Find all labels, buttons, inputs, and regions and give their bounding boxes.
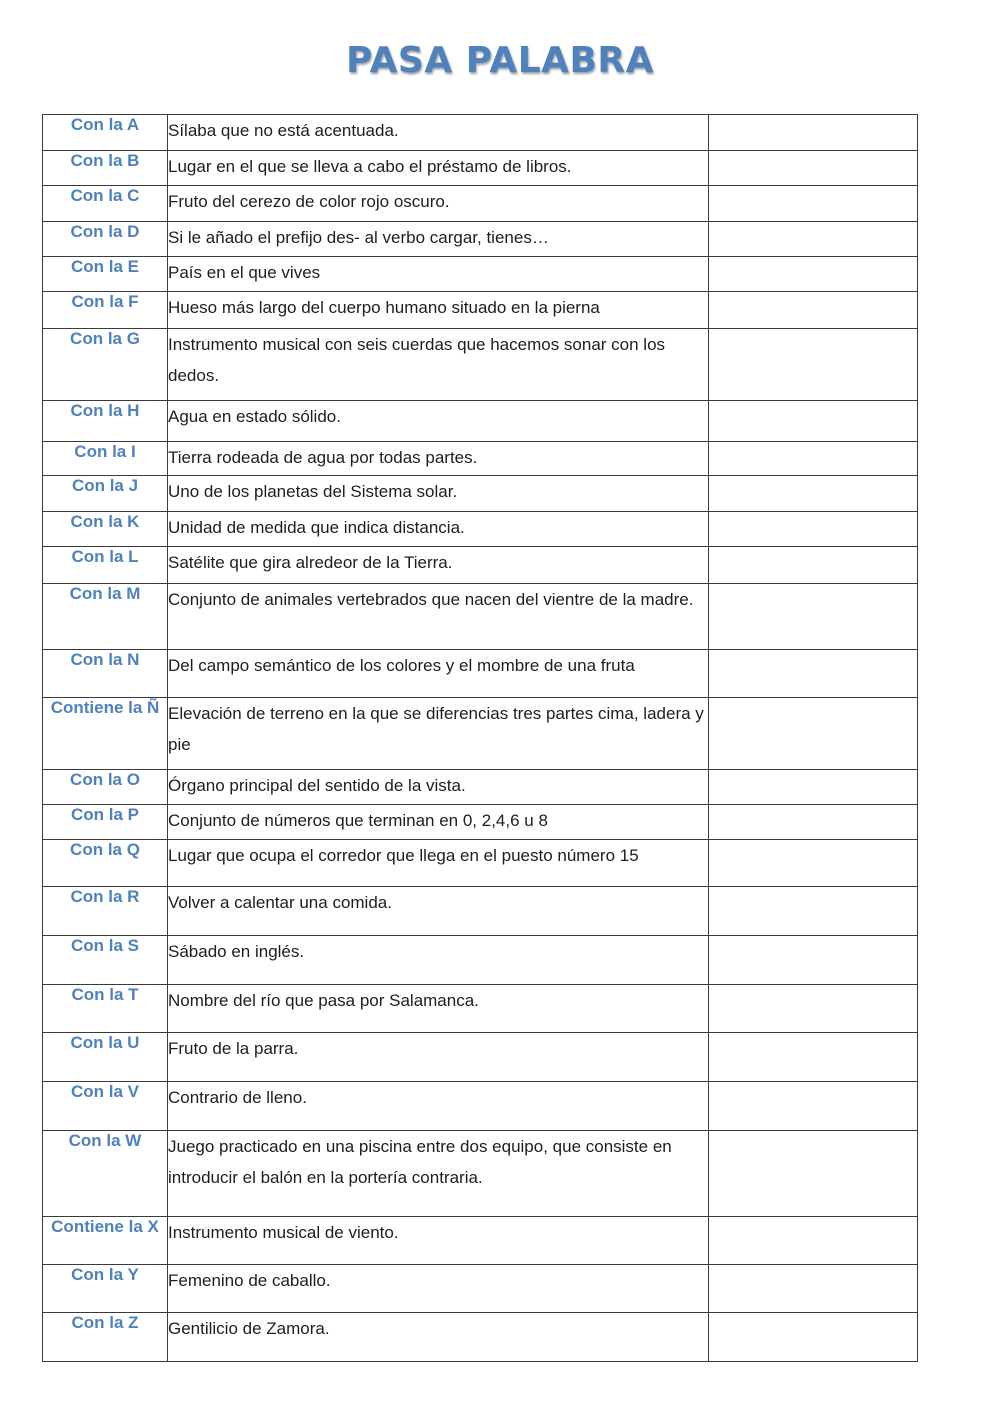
table-row (43, 442, 918, 476)
clue-cell: Uno de los planetas del Sistema solar. (168, 476, 709, 512)
answer-cell[interactable] (709, 1082, 918, 1131)
letter-cell: Con la O (43, 770, 168, 805)
table-row (43, 1082, 918, 1131)
table-row (43, 985, 918, 1033)
answer-cell[interactable] (709, 1265, 918, 1313)
letter-cell: Con la V (43, 1082, 168, 1131)
answer-cell[interactable] (709, 292, 918, 329)
table-row (43, 257, 918, 292)
table-row (43, 547, 918, 584)
letter-cell: Contiene la X (43, 1217, 168, 1265)
table-row (43, 770, 918, 805)
clue-cell: Lugar en el que se lleva a cabo el préstamo de libros. (168, 151, 709, 186)
answer-cell[interactable] (709, 512, 918, 547)
letter-cell: Contiene la Ñ (43, 698, 168, 770)
letter-cell: Con la J (43, 476, 168, 512)
table-row (43, 840, 918, 887)
table-row (43, 512, 918, 547)
table-row (43, 1033, 918, 1082)
letter-cell: Con la W (43, 1131, 168, 1217)
table-row (43, 698, 918, 770)
table-row (43, 936, 918, 985)
answer-cell[interactable] (709, 257, 918, 292)
answer-cell[interactable] (709, 547, 918, 584)
quiz-table (42, 114, 918, 1362)
clue-cell: Tierra rodeada de agua por todas partes. (168, 442, 709, 476)
letter-cell: Con la Z (43, 1313, 168, 1362)
answer-cell[interactable] (709, 698, 918, 770)
table-row (43, 292, 918, 329)
table-row (43, 329, 918, 401)
letter-cell: Con la A (43, 115, 168, 151)
table-row (43, 1217, 918, 1265)
clue-cell: Contrario de lleno. (168, 1082, 709, 1131)
letter-cell: Con la S (43, 936, 168, 985)
table-row (43, 476, 918, 512)
clue-cell: Sábado en inglés. (168, 936, 709, 985)
letter-cell: Con la C (43, 186, 168, 222)
page-title: PASA PALABRA (345, 40, 655, 81)
letter-cell: Con la Y (43, 1265, 168, 1313)
table-row (43, 650, 918, 698)
answer-cell[interactable] (709, 151, 918, 186)
clue-cell: Nombre del río que pasa por Salamanca. (168, 985, 709, 1033)
answer-cell[interactable] (709, 985, 918, 1033)
letter-cell: Con la F (43, 292, 168, 329)
clue-cell: Sílaba que no está acentuada. (168, 115, 709, 151)
letter-cell: Con la U (43, 1033, 168, 1082)
answer-cell[interactable] (709, 442, 918, 476)
clue-cell: Gentilicio de Zamora. (168, 1313, 709, 1362)
clue-cell: Femenino de caballo. (168, 1265, 709, 1313)
table-row (43, 1313, 918, 1362)
answer-cell[interactable] (709, 329, 918, 401)
table-row (43, 186, 918, 222)
letter-cell: Con la N (43, 650, 168, 698)
answer-cell[interactable] (709, 650, 918, 698)
answer-cell[interactable] (709, 1313, 918, 1362)
clue-cell: Elevación de terreno en la que se diferencias tres partes cima, ladera y pie (168, 698, 709, 770)
letter-cell: Con la H (43, 401, 168, 442)
clue-cell: Instrumento musical con seis cuerdas que hacemos sonar con los dedos. (168, 329, 709, 401)
answer-cell[interactable] (709, 805, 918, 840)
answer-cell[interactable] (709, 840, 918, 887)
table-row (43, 1131, 918, 1217)
table-row (43, 584, 918, 650)
answer-cell[interactable] (709, 1217, 918, 1265)
answer-cell[interactable] (709, 1033, 918, 1082)
clue-cell: Hueso más largo del cuerpo humano situado en la pierna (168, 292, 709, 329)
letter-cell: Con la E (43, 257, 168, 292)
clue-cell: Órgano principal del sentido de la vista. (168, 770, 709, 805)
table-row (43, 805, 918, 840)
letter-cell: Con la P (43, 805, 168, 840)
clue-cell: Instrumento musical de viento. (168, 1217, 709, 1265)
table-row (43, 401, 918, 442)
answer-cell[interactable] (709, 887, 918, 936)
answer-cell[interactable] (709, 936, 918, 985)
clue-cell: Juego practicado en una piscina entre dos equipo, que consiste en introducir el balón en la portería contraria. (168, 1131, 709, 1217)
clue-cell: Si le añado el prefijo des- al verbo cargar, tienes… (168, 222, 709, 257)
clue-cell: Del campo semántico de los colores y el mombre de una fruta (168, 650, 709, 698)
letter-cell: Con la L (43, 547, 168, 584)
letter-cell: Con la R (43, 887, 168, 936)
answer-cell[interactable] (709, 401, 918, 442)
clue-cell: Conjunto de números que terminan en 0, 2,4,6 u 8 (168, 805, 709, 840)
table-row (43, 115, 918, 151)
clue-cell: País en el que vives (168, 257, 709, 292)
clue-cell: Agua en estado sólido. (168, 401, 709, 442)
clue-cell: Fruto del cerezo de color rojo oscuro. (168, 186, 709, 222)
answer-cell[interactable] (709, 115, 918, 151)
letter-cell: Con la I (43, 442, 168, 476)
clue-cell: Lugar que ocupa el corredor que llega en el puesto número 15 (168, 840, 709, 887)
answer-cell[interactable] (709, 770, 918, 805)
clue-cell: Unidad de medida que indica distancia. (168, 512, 709, 547)
answer-cell[interactable] (709, 476, 918, 512)
table-row (43, 887, 918, 936)
clue-cell: Fruto de la parra. (168, 1033, 709, 1082)
letter-cell: Con la D (43, 222, 168, 257)
clue-cell: Conjunto de animales vertebrados que nacen del vientre de la madre. (168, 584, 709, 650)
letter-cell: Con la K (43, 512, 168, 547)
answer-cell[interactable] (709, 1131, 918, 1217)
letter-cell: Con la M (43, 584, 168, 650)
answer-cell[interactable] (709, 186, 918, 222)
table-row (43, 1265, 918, 1313)
letter-cell: Con la G (43, 329, 168, 401)
letter-cell: Con la B (43, 151, 168, 186)
letter-cell: Con la Q (43, 840, 168, 887)
table-row (43, 151, 918, 186)
answer-cell[interactable] (709, 584, 918, 650)
clue-cell: Volver a calentar una comida. (168, 887, 709, 936)
table-row (43, 222, 918, 257)
letter-cell: Con la T (43, 985, 168, 1033)
answer-cell[interactable] (709, 222, 918, 257)
clue-cell: Satélite que gira alredeor de la Tierra. (168, 547, 709, 584)
